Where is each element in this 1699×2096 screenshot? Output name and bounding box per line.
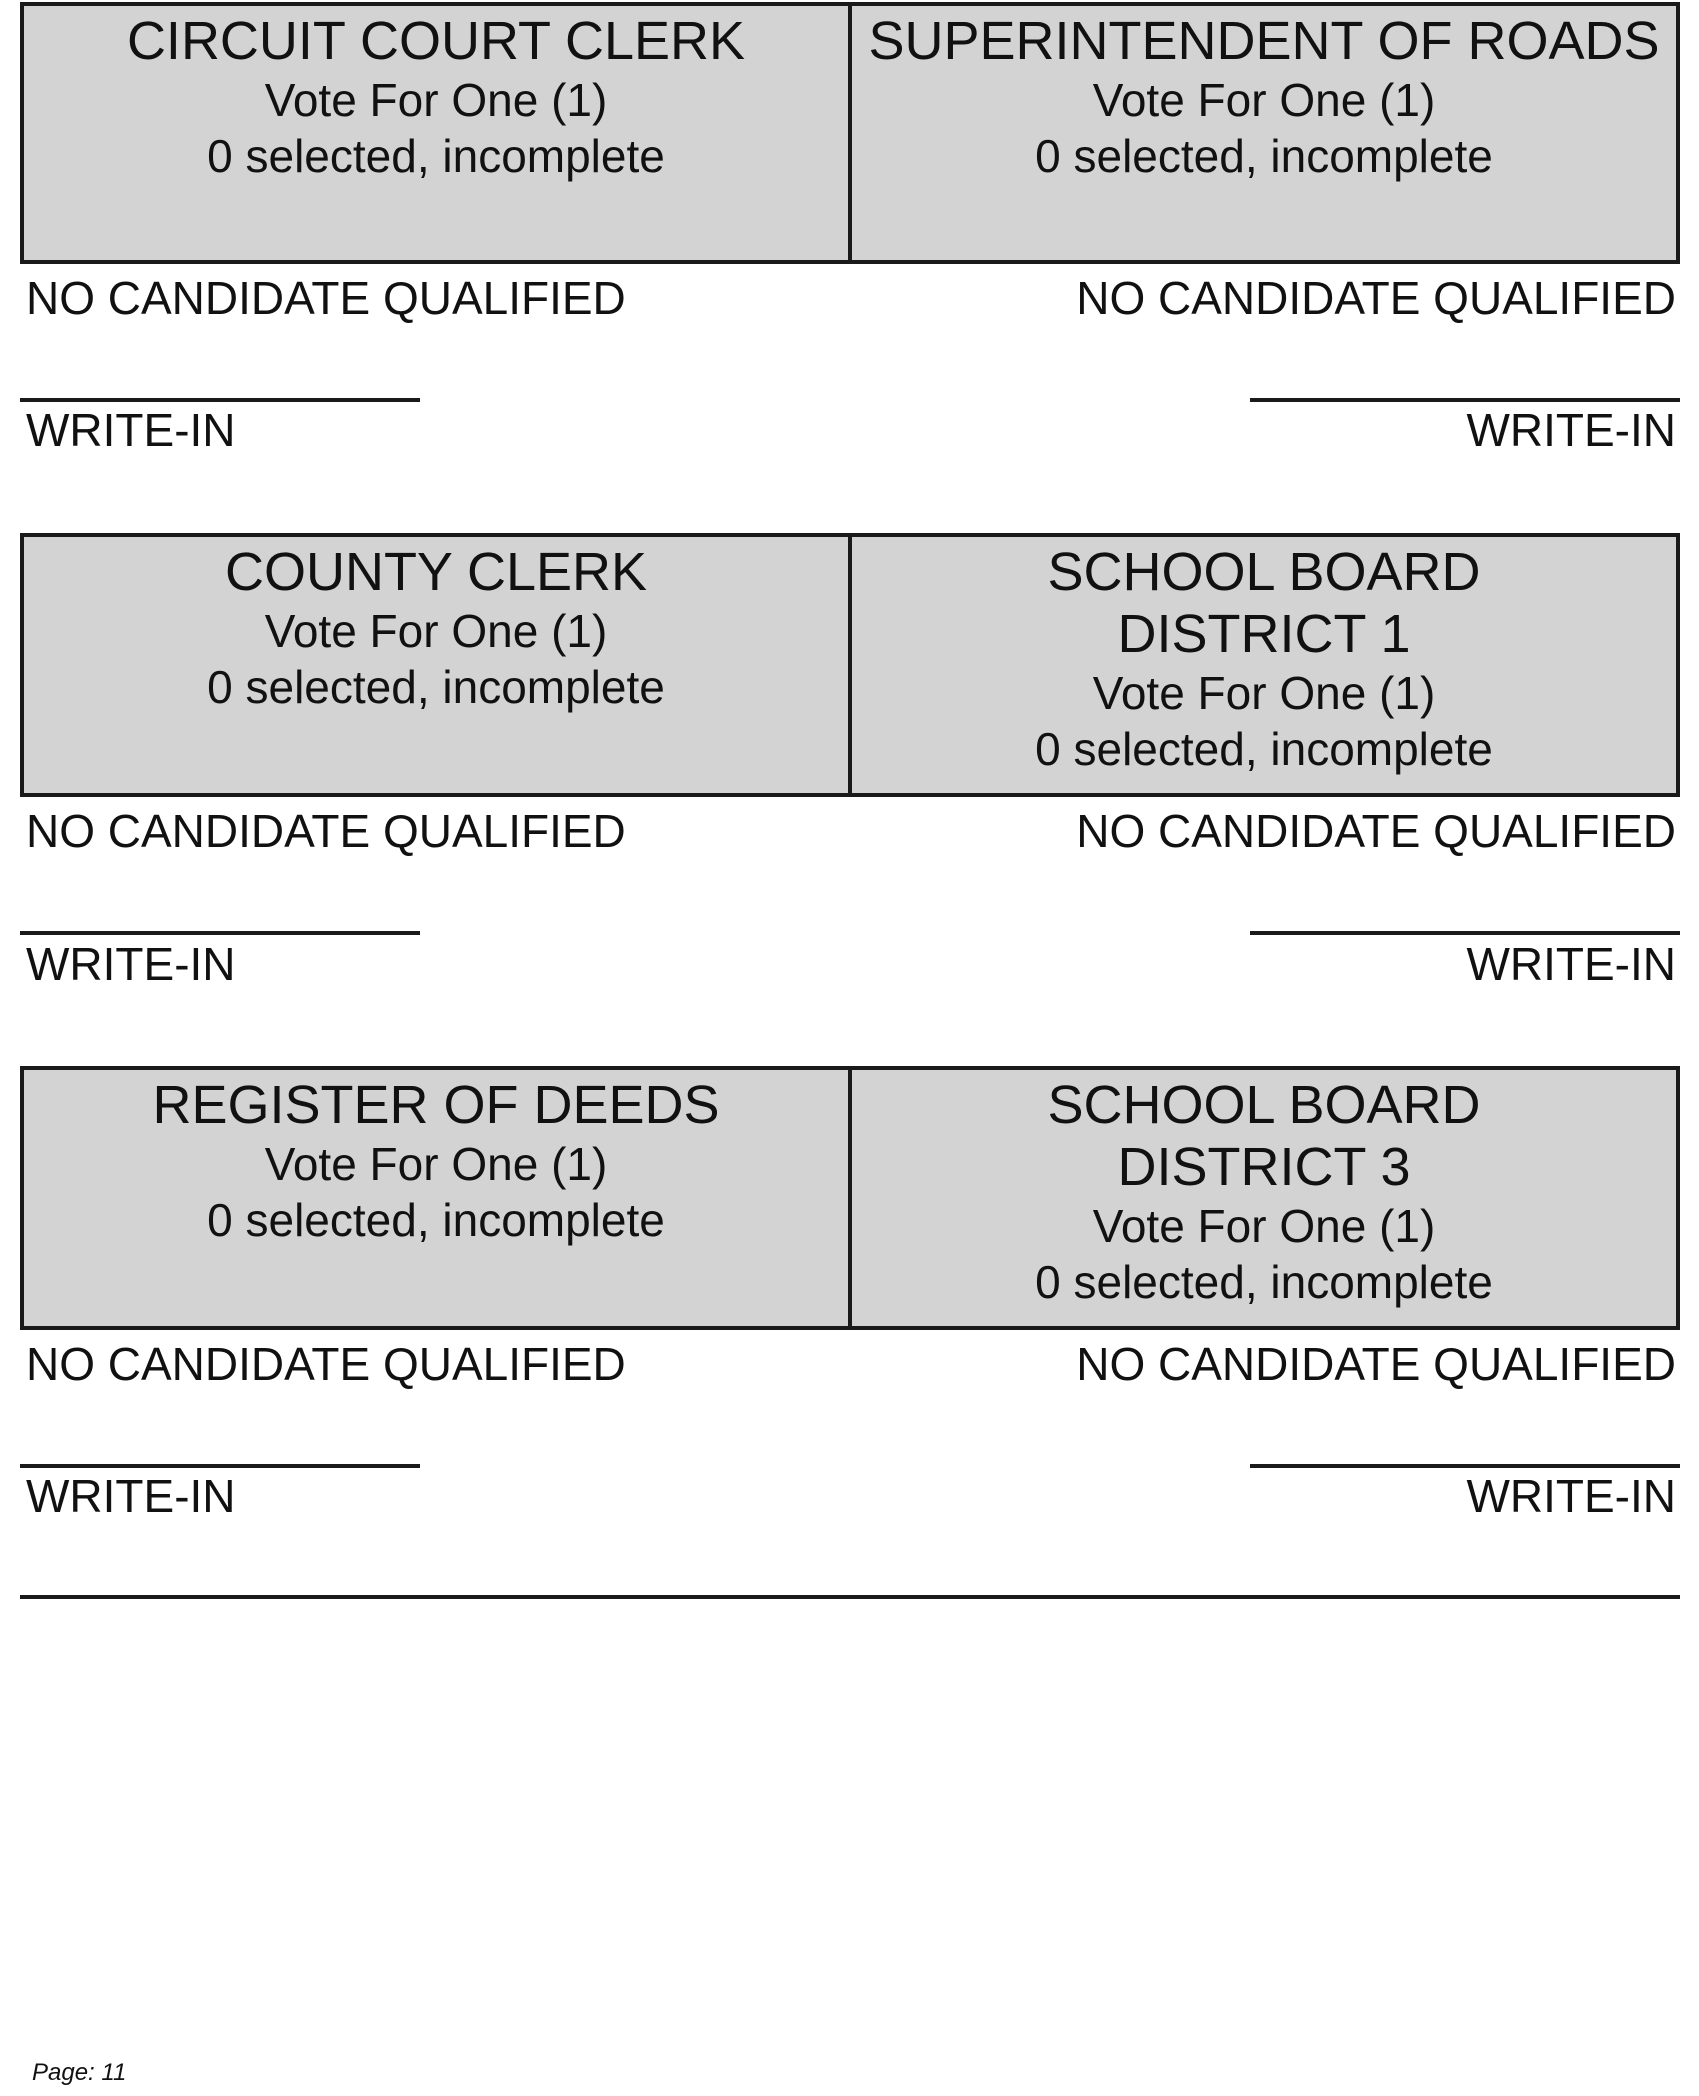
- contest-title: CIRCUIT COURT CLERK: [126, 11, 746, 71]
- writein-label: WRITE-IN: [1466, 938, 1676, 990]
- contest-header-superintendent-of-roads: [848, 2, 1680, 264]
- page-number: Page: 11: [32, 2059, 127, 2086]
- option-no-candidate-qualified[interactable]: NO CANDIDATE QUALIFIED: [26, 805, 626, 857]
- contest-instruction: Vote For One (1): [1092, 667, 1436, 719]
- option-no-candidate-qualified[interactable]: NO CANDIDATE QUALIFIED: [26, 272, 626, 324]
- contest-instruction: Vote For One (1): [264, 74, 608, 126]
- writein-label: WRITE-IN: [26, 1470, 236, 1522]
- contest-status: 0 selected, incomplete: [1035, 130, 1493, 182]
- contest-title-line-2: DISTRICT 3: [1117, 1137, 1411, 1197]
- contest-title-line-2: DISTRICT 1: [1117, 604, 1411, 664]
- contest-instruction: Vote For One (1): [1092, 1200, 1436, 1252]
- contest-header-school-board-district-1: [848, 533, 1680, 797]
- contest-title-line-1: SCHOOL BOARD: [1047, 1075, 1481, 1135]
- writein-line[interactable]: [1250, 931, 1680, 935]
- contest-header-school-board-district-3: [848, 1066, 1680, 1330]
- writein-label: WRITE-IN: [1466, 1470, 1676, 1522]
- contest-instruction: Vote For One (1): [264, 1138, 608, 1190]
- contest-status: 0 selected, incomplete: [207, 130, 665, 182]
- section-divider: [20, 1595, 1680, 1599]
- contest-status: 0 selected, incomplete: [207, 1194, 665, 1246]
- writein-label: WRITE-IN: [26, 404, 236, 456]
- option-no-candidate-qualified[interactable]: NO CANDIDATE QUALIFIED: [26, 1338, 626, 1390]
- writein-label: WRITE-IN: [1466, 404, 1676, 456]
- contest-title: REGISTER OF DEEDS: [152, 1075, 720, 1135]
- contest-status: 0 selected, incomplete: [207, 661, 665, 713]
- contest-instruction: Vote For One (1): [264, 605, 608, 657]
- option-no-candidate-qualified[interactable]: NO CANDIDATE QUALIFIED: [1076, 1338, 1676, 1390]
- contest-status: 0 selected, incomplete: [1035, 723, 1493, 775]
- writein-label: WRITE-IN: [26, 938, 236, 990]
- contest-title: COUNTY CLERK: [224, 542, 648, 602]
- contest-status: 0 selected, incomplete: [1035, 1256, 1493, 1308]
- option-no-candidate-qualified[interactable]: NO CANDIDATE QUALIFIED: [1076, 272, 1676, 324]
- contest-title: SUPERINTENDENT OF ROADS: [868, 11, 1660, 71]
- option-no-candidate-qualified[interactable]: NO CANDIDATE QUALIFIED: [1076, 805, 1676, 857]
- contest-title-line-1: SCHOOL BOARD: [1047, 542, 1481, 602]
- contest-header-register-of-deeds: [20, 1066, 852, 1330]
- contest-header-circuit-court-clerk: [20, 2, 852, 264]
- contest-instruction: Vote For One (1): [1092, 74, 1436, 126]
- contest-header-county-clerk: [20, 533, 852, 797]
- writein-line[interactable]: [20, 931, 420, 935]
